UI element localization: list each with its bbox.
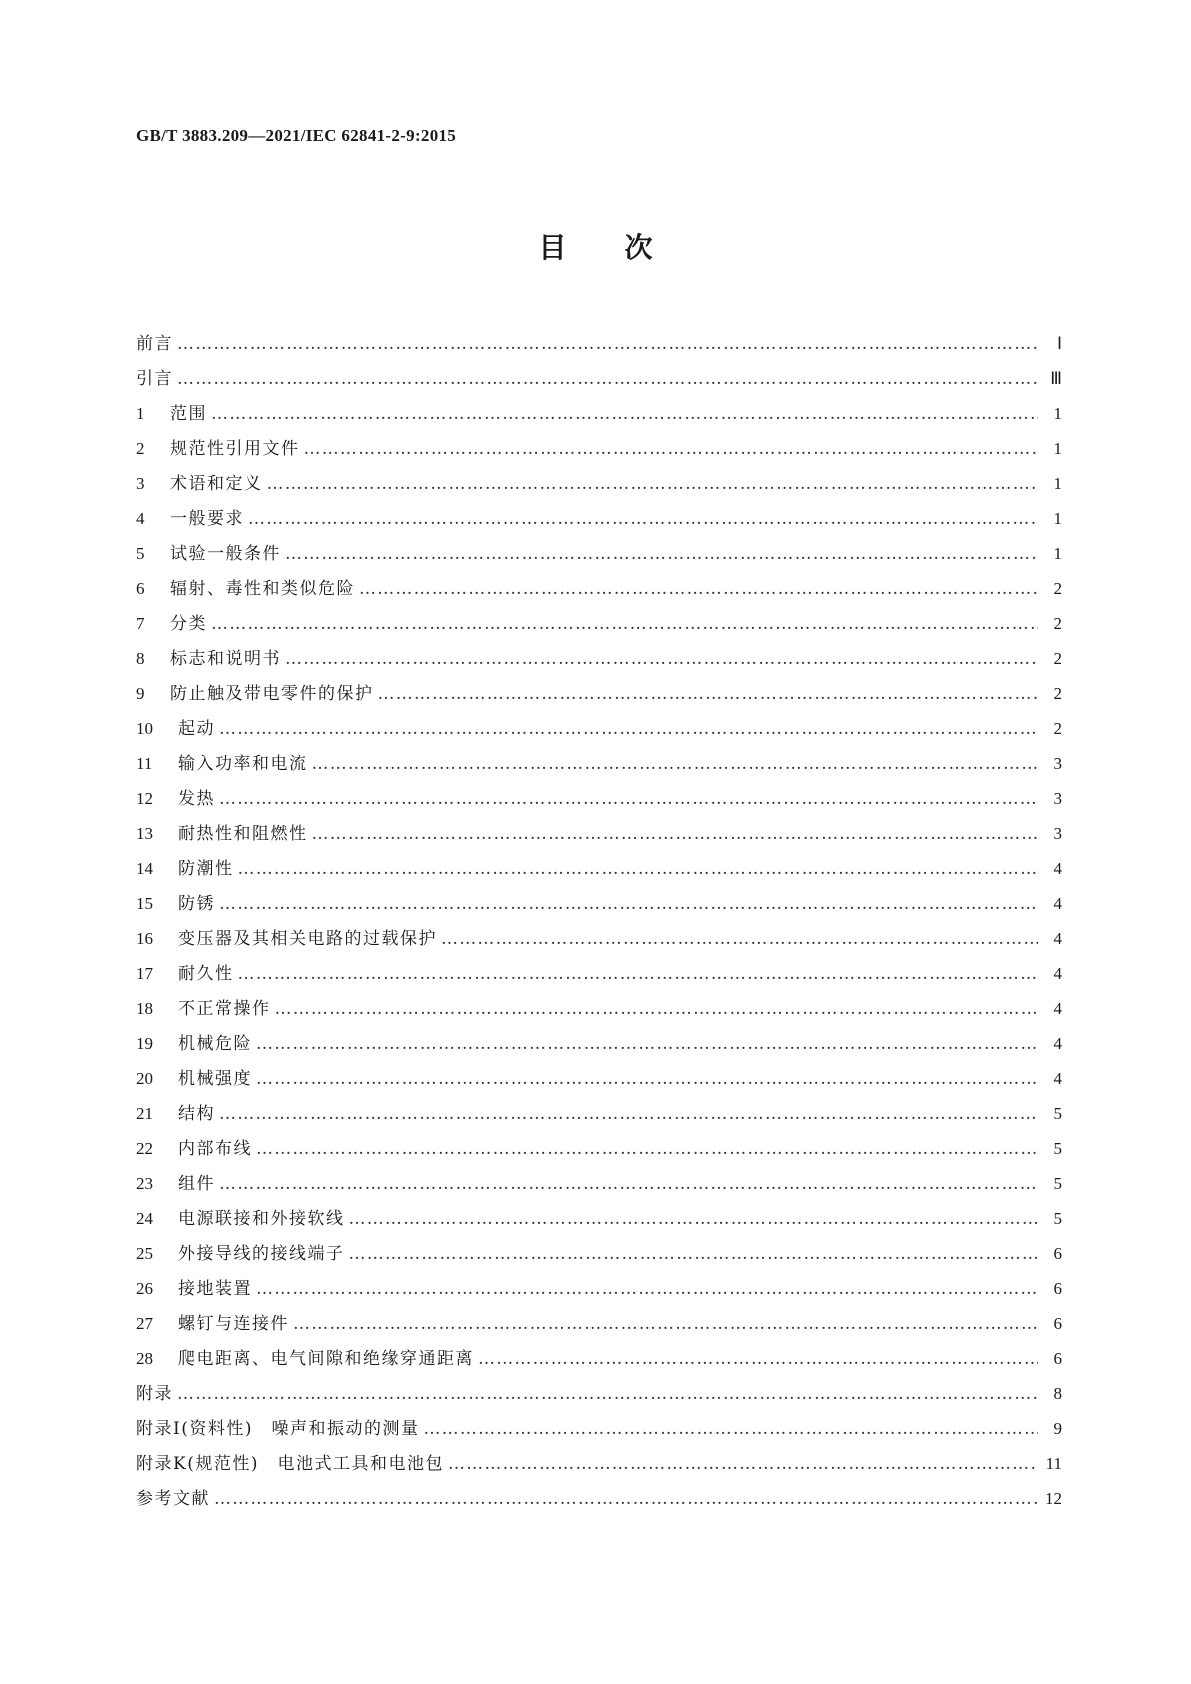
toc-entry[interactable]: [136, 1411, 1062, 1446]
toc-entry-label: 耐久性: [178, 964, 234, 984]
toc-entry-page: 12: [1045, 1489, 1062, 1508]
toc-entry-label: 参考文献: [136, 1489, 210, 1509]
toc-entry-label: 附录Ⅰ(资料性) 噪声和振动的测量: [136, 1419, 420, 1439]
toc-entry-number: 5: [136, 544, 145, 563]
toc-entry[interactable]: [136, 1306, 1062, 1341]
toc-entry-number: 4: [136, 509, 145, 528]
page-title: 目次: [538, 231, 711, 264]
toc-entry[interactable]: [136, 1341, 1062, 1376]
toc-entry-page: 6: [1053, 1349, 1062, 1368]
toc-entry-label: 前言: [136, 334, 173, 354]
dot-leader: [267, 467, 1039, 502]
toc-entry-page: 4: [1053, 964, 1062, 983]
toc-entry-page: 1: [1053, 404, 1062, 423]
dot-leader: [275, 992, 1039, 1027]
toc-entry[interactable]: [136, 991, 1062, 1026]
toc-entry-number: 1: [136, 404, 145, 423]
toc-entry-page: 1: [1053, 509, 1062, 528]
toc-entry-number: 12: [136, 789, 153, 808]
toc-entry-page: 2: [1053, 614, 1062, 633]
dot-leader: [256, 1062, 1038, 1097]
toc-entry-number: 10: [136, 719, 153, 738]
toc-entry-page: 4: [1053, 894, 1062, 913]
toc-entry-page: 3: [1053, 789, 1062, 808]
toc-entry[interactable]: [136, 1376, 1062, 1411]
toc-entry-label: 爬电距离、电气间隙和绝缘穿通距离: [178, 1349, 474, 1369]
dot-leader: [177, 362, 1038, 397]
toc-entry[interactable]: [136, 1166, 1062, 1201]
toc-entry-label: 螺钉与连接件: [178, 1314, 289, 1334]
dot-leader: [256, 1272, 1038, 1307]
toc-entry-page: 2: [1053, 649, 1062, 668]
dot-leader: [293, 1307, 1038, 1342]
toc-entry[interactable]: [136, 851, 1062, 886]
toc-entry-label: 组件: [178, 1174, 215, 1194]
toc-entry-page: 4: [1053, 859, 1062, 878]
toc-entry-label: 范围: [170, 404, 207, 424]
dot-leader: [219, 1167, 1038, 1202]
dot-leader: [423, 1412, 1038, 1447]
dot-leader: [238, 957, 1039, 992]
toc-entry[interactable]: [136, 676, 1062, 711]
toc-entry-label: 术语和定义: [170, 474, 263, 494]
toc-entry-label: 引言: [136, 369, 173, 389]
dot-leader: [219, 782, 1038, 817]
toc-entry-page: 5: [1053, 1104, 1062, 1123]
toc-entry-label: 试验一般条件: [170, 544, 281, 564]
toc-entry-label: 辐射、毒性和类似危险: [170, 579, 355, 599]
toc-entry-number: 28: [136, 1349, 153, 1368]
dot-leader: [312, 747, 1039, 782]
toc-entry-number: 2: [136, 439, 145, 458]
toc-entry-number: 25: [136, 1244, 153, 1263]
toc-entry-page: 6: [1053, 1314, 1062, 1333]
toc-entry-label: 不正常操作: [178, 999, 271, 1019]
toc-entry-number: 11: [136, 754, 153, 773]
toc-entry-number: 19: [136, 1034, 153, 1053]
toc-entry[interactable]: [136, 536, 1062, 571]
dot-leader: [448, 1447, 1038, 1482]
toc-entry-number: 3: [136, 474, 145, 493]
toc-entry-label: 附录: [136, 1384, 173, 1404]
toc-entry-label: 输入功率和电流: [178, 754, 308, 774]
toc-entry[interactable]: [136, 571, 1062, 606]
standard-number: GB/T 3883.209—2021/IEC 62841-2-9:2015: [136, 126, 457, 145]
toc-entry-label: 附录K(规范性) 电池式工具和电池包: [136, 1454, 444, 1474]
toc-entry-page: 9: [1053, 1419, 1062, 1438]
dot-leader: [219, 1097, 1038, 1132]
toc-entry[interactable]: [136, 1131, 1062, 1166]
toc-entry-label: 一般要求: [170, 509, 244, 529]
dot-leader: [238, 852, 1039, 887]
toc-entry[interactable]: [136, 816, 1062, 851]
toc-entry-label: 接地装置: [178, 1279, 252, 1299]
dot-leader: [304, 432, 1039, 467]
dot-leader: [359, 572, 1038, 607]
toc-entry[interactable]: [136, 1481, 1062, 1516]
toc-entry[interactable]: [136, 956, 1062, 991]
dot-leader: [256, 1027, 1038, 1062]
dot-leader: [214, 1482, 1038, 1517]
dot-leader: [478, 1342, 1038, 1377]
dot-leader: [211, 397, 1038, 432]
toc-entry[interactable]: [136, 361, 1062, 396]
toc-entry[interactable]: [136, 1446, 1062, 1481]
toc-entry-number: 14: [136, 859, 153, 878]
toc-entry-label: 防止触及带电零件的保护: [170, 684, 374, 704]
dot-leader: [349, 1237, 1039, 1272]
toc-entry-page: 11: [1045, 1454, 1062, 1473]
toc-entry-page: 5: [1053, 1174, 1062, 1193]
toc-entry-number: 24: [136, 1209, 153, 1228]
toc-entry-page: 5: [1053, 1209, 1062, 1228]
toc-entry-page: 4: [1053, 999, 1062, 1018]
toc-entry-label: 发热: [178, 789, 215, 809]
toc-entry-page: 1: [1053, 439, 1062, 458]
toc-entry-label: 内部布线: [178, 1139, 252, 1159]
toc-entry-page: 4: [1053, 1034, 1062, 1053]
toc-entry-number: 17: [136, 964, 153, 983]
toc-entry[interactable]: [136, 781, 1062, 816]
toc-entry-label: 外接导线的接线端子: [178, 1244, 345, 1264]
toc-entry-page: 2: [1053, 719, 1062, 738]
dot-leader: [219, 712, 1038, 747]
toc-entry-label: 电源联接和外接软线: [178, 1209, 345, 1229]
toc-entry-page: 2: [1053, 684, 1062, 703]
toc-entry-label: 规范性引用文件: [170, 439, 300, 459]
toc-entry-label: 起动: [178, 719, 215, 739]
dot-leader: [219, 887, 1038, 922]
toc-entry-page: 6: [1053, 1244, 1062, 1263]
toc-entry-label: 分类: [170, 614, 207, 634]
toc-entry-label: 防锈: [178, 894, 215, 914]
toc-entry[interactable]: [136, 396, 1062, 431]
toc-entry-page: 3: [1053, 754, 1062, 773]
toc-entry[interactable]: [136, 1026, 1062, 1061]
toc-entry[interactable]: [136, 1236, 1062, 1271]
toc-entry-number: 22: [136, 1139, 153, 1158]
dot-leader: [211, 607, 1038, 642]
toc-entry-label: 结构: [178, 1104, 215, 1124]
toc-entry[interactable]: [136, 886, 1062, 921]
toc-entry[interactable]: [136, 711, 1062, 746]
toc-entry-number: 8: [136, 649, 145, 668]
toc-entry[interactable]: [136, 921, 1062, 956]
toc-entry-number: 21: [136, 1104, 153, 1123]
toc-entry-page: 4: [1053, 1069, 1062, 1088]
toc-entry-number: 15: [136, 894, 153, 913]
toc-entry[interactable]: [136, 1201, 1062, 1236]
toc-entry-label: 变压器及其相关电路的过载保护: [178, 929, 437, 949]
toc-entry-number: 20: [136, 1069, 153, 1088]
dot-leader: [177, 1377, 1038, 1412]
toc-entry-page: 2: [1053, 579, 1062, 598]
dot-leader: [285, 537, 1038, 572]
dot-leader: [349, 1202, 1039, 1237]
toc-entry-number: 23: [136, 1174, 153, 1193]
dot-leader: [312, 817, 1039, 852]
dot-leader: [441, 922, 1038, 957]
table-of-contents: [136, 326, 1062, 1516]
dot-leader: [248, 502, 1038, 537]
dot-leader: [285, 642, 1038, 677]
toc-entry[interactable]: [136, 1096, 1062, 1131]
toc-entry-number: 18: [136, 999, 153, 1018]
toc-entry-number: 27: [136, 1314, 153, 1333]
toc-entry-number: 7: [136, 614, 145, 633]
toc-entry-number: 16: [136, 929, 153, 948]
toc-entry-label: 标志和说明书: [170, 649, 281, 669]
toc-entry-label: 机械强度: [178, 1069, 252, 1089]
toc-entry-page: 1: [1053, 544, 1062, 563]
toc-entry-page: 8: [1053, 1384, 1062, 1403]
toc-entry[interactable]: [136, 431, 1062, 466]
dot-leader: [378, 677, 1039, 712]
toc-entry-page: 5: [1053, 1139, 1062, 1158]
toc-entry[interactable]: [136, 326, 1062, 361]
dot-leader: [177, 327, 1038, 362]
toc-entry[interactable]: [136, 1061, 1062, 1096]
toc-entry-page: Ⅰ: [1056, 334, 1062, 353]
toc-entry-label: 机械危险: [178, 1034, 252, 1054]
toc-entry-number: 26: [136, 1279, 153, 1298]
toc-entry-label: 耐热性和阻燃性: [178, 824, 308, 844]
toc-entry-label: 防潮性: [178, 859, 234, 879]
toc-entry-page: 6: [1053, 1279, 1062, 1298]
toc-entry-number: 9: [136, 684, 145, 703]
dot-leader: [256, 1132, 1038, 1167]
toc-entry-number: 13: [136, 824, 153, 843]
toc-entry[interactable]: [136, 501, 1062, 536]
toc-entry[interactable]: [136, 1271, 1062, 1306]
toc-entry[interactable]: [136, 641, 1062, 676]
toc-entry-page: 1: [1053, 474, 1062, 493]
toc-entry[interactable]: [136, 466, 1062, 501]
toc-entry-page: 3: [1053, 824, 1062, 843]
toc-entry-page: Ⅲ: [1050, 369, 1062, 388]
toc-entry[interactable]: [136, 606, 1062, 641]
toc-entry-page: 4: [1053, 929, 1062, 948]
toc-entry[interactable]: [136, 746, 1062, 781]
toc-entry-number: 6: [136, 579, 145, 598]
